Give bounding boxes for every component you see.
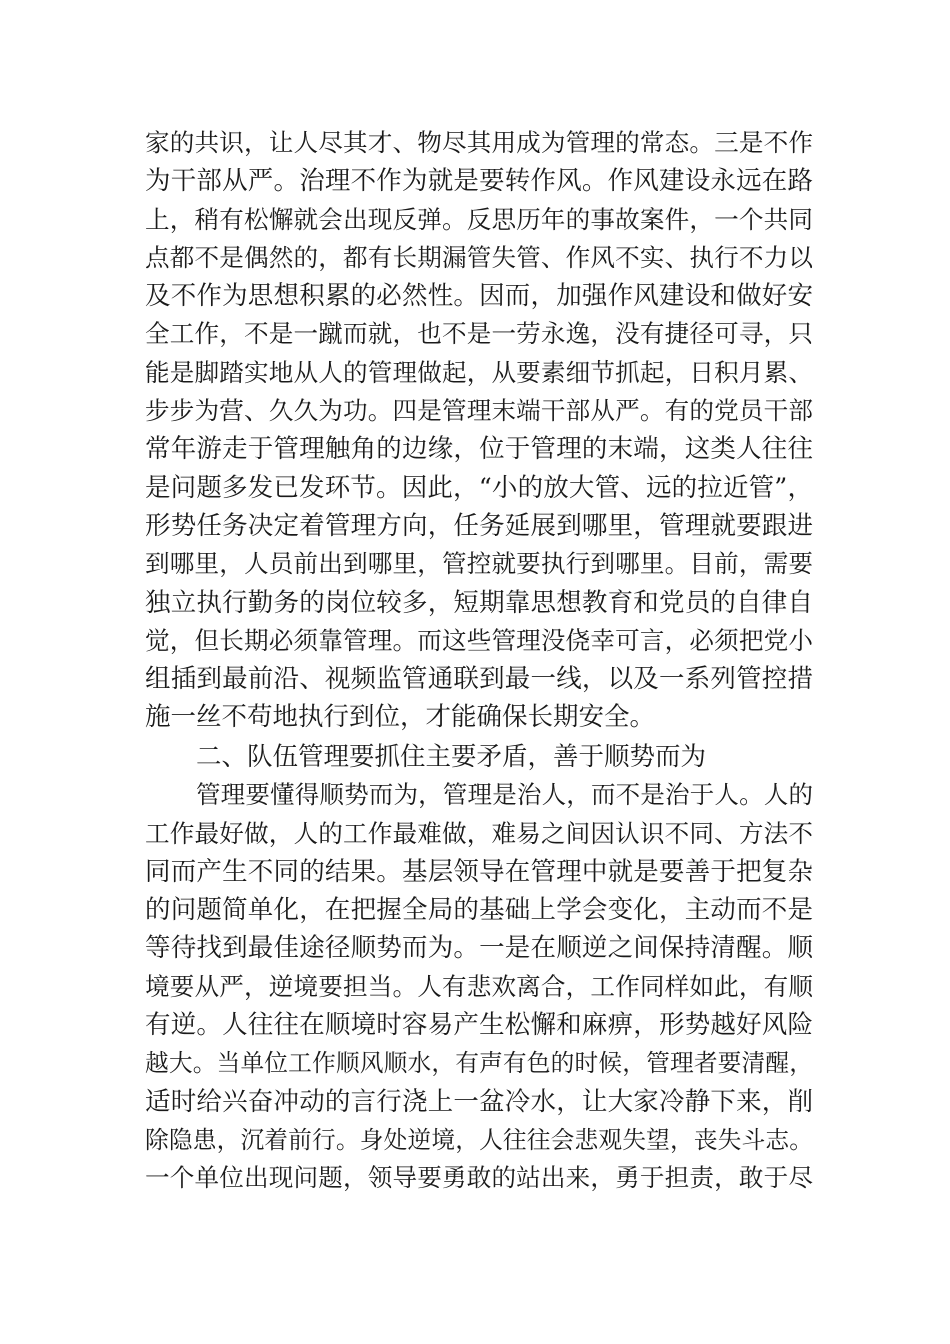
text-line: 是问题多发已发环节。因此，“小的放大管、远的拉近管”， <box>145 472 813 503</box>
text-line: 独立执行勤务的岗位较多，短期靠思想教育和党员的自律自 <box>145 587 813 618</box>
text-line: 常年游走于管理触角的边缘，位于管理的末端，这类人往往 <box>145 434 813 465</box>
text-line: 能是脚踏实地从人的管理做起，从要素细节抓起，日积月累、 <box>145 357 813 387</box>
text-line: 形势任务决定着管理方向，任务延展到哪里，管理就要跟进 <box>145 510 813 541</box>
section-heading: 二、队伍管理要抓住主要矛盾，善于顺势而为 <box>196 742 707 772</box>
text-line: 有逆。人往往在顺境时容易产生松懈和麻痹，形势越好风险 <box>145 1010 813 1041</box>
text-line: 及不作为思想积累的必然性。因而，加强作风建设和做好安 <box>145 281 813 312</box>
section-two <box>145 738 813 1198</box>
text-line: 觉，但长期必须靠管理。而这些管理没侥幸可言，必须把党小 <box>145 625 813 655</box>
text-line: 上，稍有松懈就会出现反弹。反思历年的事故案件，一个共同 <box>145 204 813 234</box>
text-line: 管理要懂得顺势而为，管理是治人，而不是治于人。人的 <box>196 780 813 810</box>
text-line: 工作最好做，人的工作最难做，难易之间因认识不同、方法不 <box>145 818 813 848</box>
text-line: 境要从严，逆境要担当。人有悲欢离合，工作同样如此，有顺 <box>145 971 813 1001</box>
text-line: 为干部从严。治理不作为就是要转作风。作风建设永远在路 <box>145 166 813 197</box>
text-line: 全工作，不是一蹴而就，也不是一劳永逸，没有捷径可寻，只 <box>145 319 813 349</box>
text-line: 施一丝不苟地执行到位，才能确保长期安全。 <box>145 702 656 733</box>
text-line: 的问题简单化，在把握全局的基础上学会变化，主动而不是 <box>145 895 813 926</box>
text-line: 组插到最前沿、视频监管通联到最一线，以及一系列管控措 <box>145 664 813 695</box>
text-line: 步步为营、久久为功。四是管理末端干部从严。有的党员干部 <box>145 396 813 426</box>
text-line: 除隐患，沉着前行。身处逆境，人往往会悲观失望，丧失斗志。 <box>145 1125 813 1154</box>
text-line: 越大。当单位工作顺风顺水，有声有色的时候，管理者要清醒， <box>145 1049 813 1078</box>
text-line: 等待找到最佳途径顺势而为。一是在顺逆之间保持清醒。顺 <box>145 933 813 964</box>
paragraph-continuation <box>145 124 813 737</box>
text-line: 点都不是偶然的，都有长期漏管失管、作风不实、执行不力以 <box>145 242 813 272</box>
text-line: 到哪里，人员前出到哪里，管控就要执行到哪里。目前，需要 <box>145 549 813 579</box>
text-line: 适时给兴奋冲动的言行浇上一盆冷水，让大家冷静下来，削 <box>145 1086 813 1117</box>
text-line: 一个单位出现问题，领导要勇敢的站出来，勇于担责，敢于尽 <box>145 1163 813 1193</box>
text-line: 家的共识，让人尽其才、物尽其用成为管理的常态。三是不作 <box>145 128 813 157</box>
text-line: 同而产生不同的结果。基层领导在管理中就是要善于把复杂 <box>145 856 813 887</box>
